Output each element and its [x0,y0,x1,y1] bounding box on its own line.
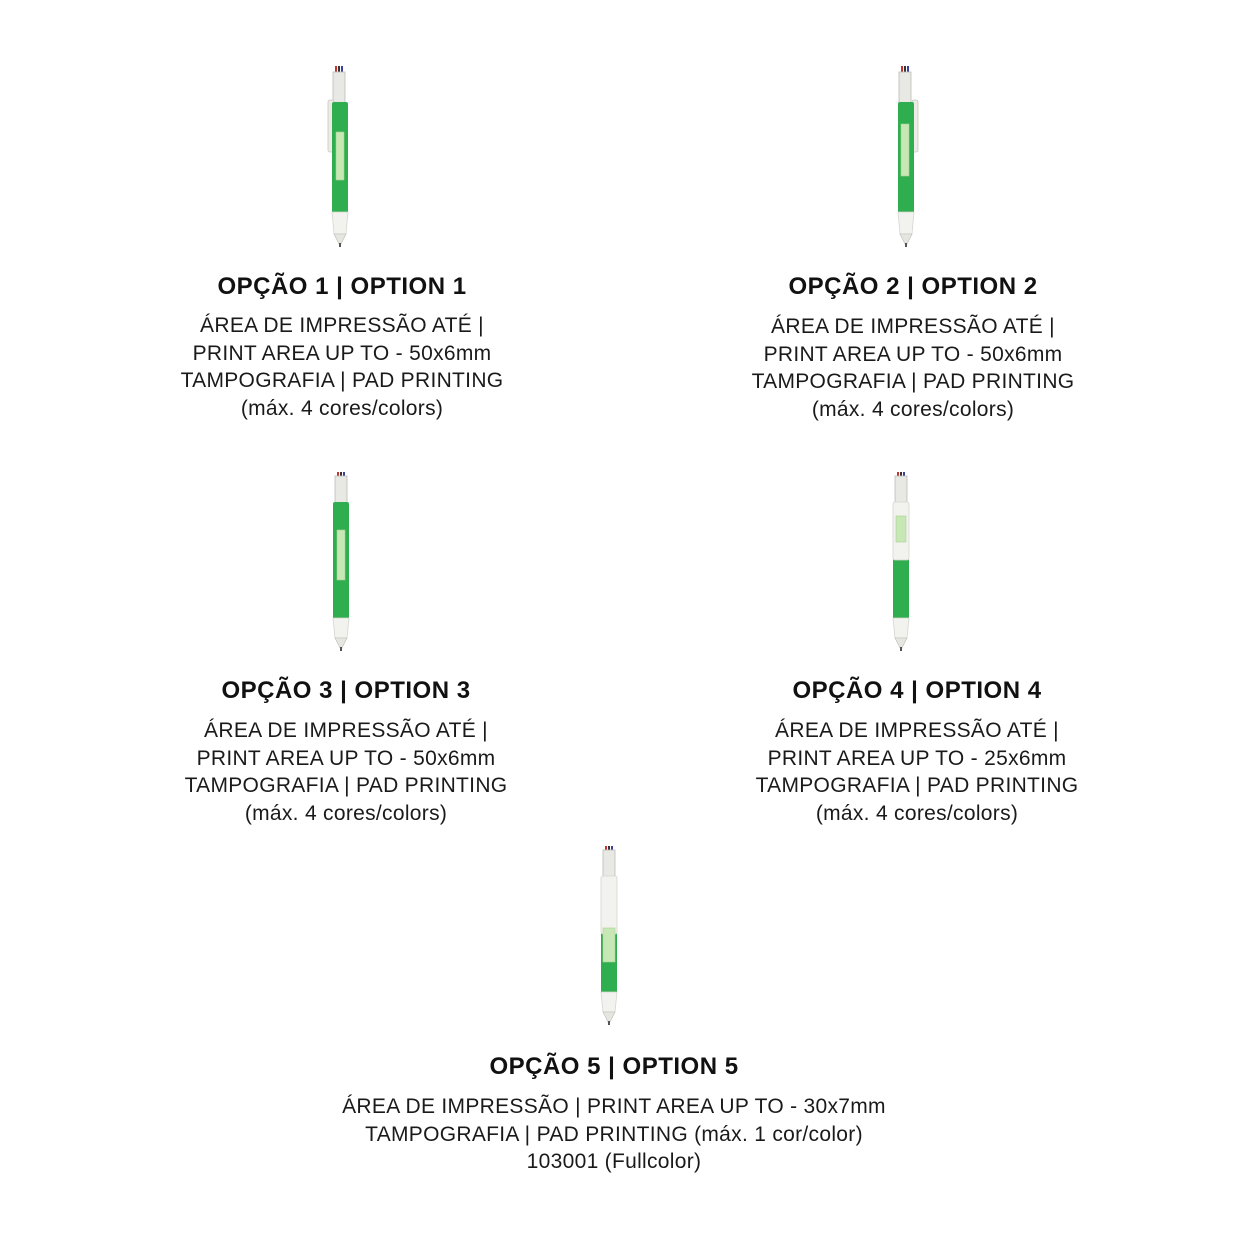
option-line: (máx. 4 cores/colors) [244,801,448,825]
option-line: ÁREA DE IMPRESSÃO ATÉ | [204,719,488,742]
option-title: OPÇÃO 1 | OPTION 1 [217,273,467,300]
pen-icon [588,842,632,1028]
option-line: PRINT AREA UP TO - 50x6mm [763,342,1063,366]
pen-icon [320,468,364,654]
pen-icon [880,468,924,654]
option-description [567,717,1250,827]
option-line: PRINT AREA UP TO - 25x6mm [767,746,1067,770]
option-line: (máx. 4 cores/colors) [240,396,444,420]
option-line: TAMPOGRAFIA | PAD PRINTING [184,774,508,797]
option-line: ÁREA DE IMPRESSÃO ATÉ | [771,315,1055,338]
option-line: TAMPOGRAFIA | PAD PRINTING (máx. 1 cor/color) [365,1122,863,1146]
option-title: OPÇÃO 2 | OPTION 2 [788,273,1038,300]
option-line: (máx. 4 cores/colors) [815,801,1019,825]
option-description [563,313,1250,423]
pen-icon [884,62,928,248]
option-line: (máx. 4 cores/colors) [811,397,1015,421]
option-title: OPÇÃO 5 | OPTION 5 [489,1053,739,1080]
option-description [264,1093,964,1176]
option-title: OPÇÃO 4 | OPTION 4 [792,677,1042,704]
option-title: OPÇÃO 3 | OPTION 3 [221,677,471,704]
option-line: TAMPOGRAFIA | PAD PRINTING [755,774,1079,797]
option-line: 103001 (Fullcolor) [526,1150,702,1173]
option-line: PRINT AREA UP TO - 50x6mm [196,746,496,770]
option-line: TAMPOGRAFIA | PAD PRINTING [751,370,1075,393]
option-line: ÁREA DE IMPRESSÃO ATÉ | [775,719,1059,742]
option-line: PRINT AREA UP TO - 50x6mm [192,341,492,365]
option-line: TAMPOGRAFIA | PAD PRINTING [180,369,504,392]
option-line: ÁREA DE IMPRESSÃO | PRINT AREA UP TO - 30x7mm [342,1095,886,1118]
pen-icon [318,62,362,248]
option-line: ÁREA DE IMPRESSÃO ATÉ | [200,314,484,337]
